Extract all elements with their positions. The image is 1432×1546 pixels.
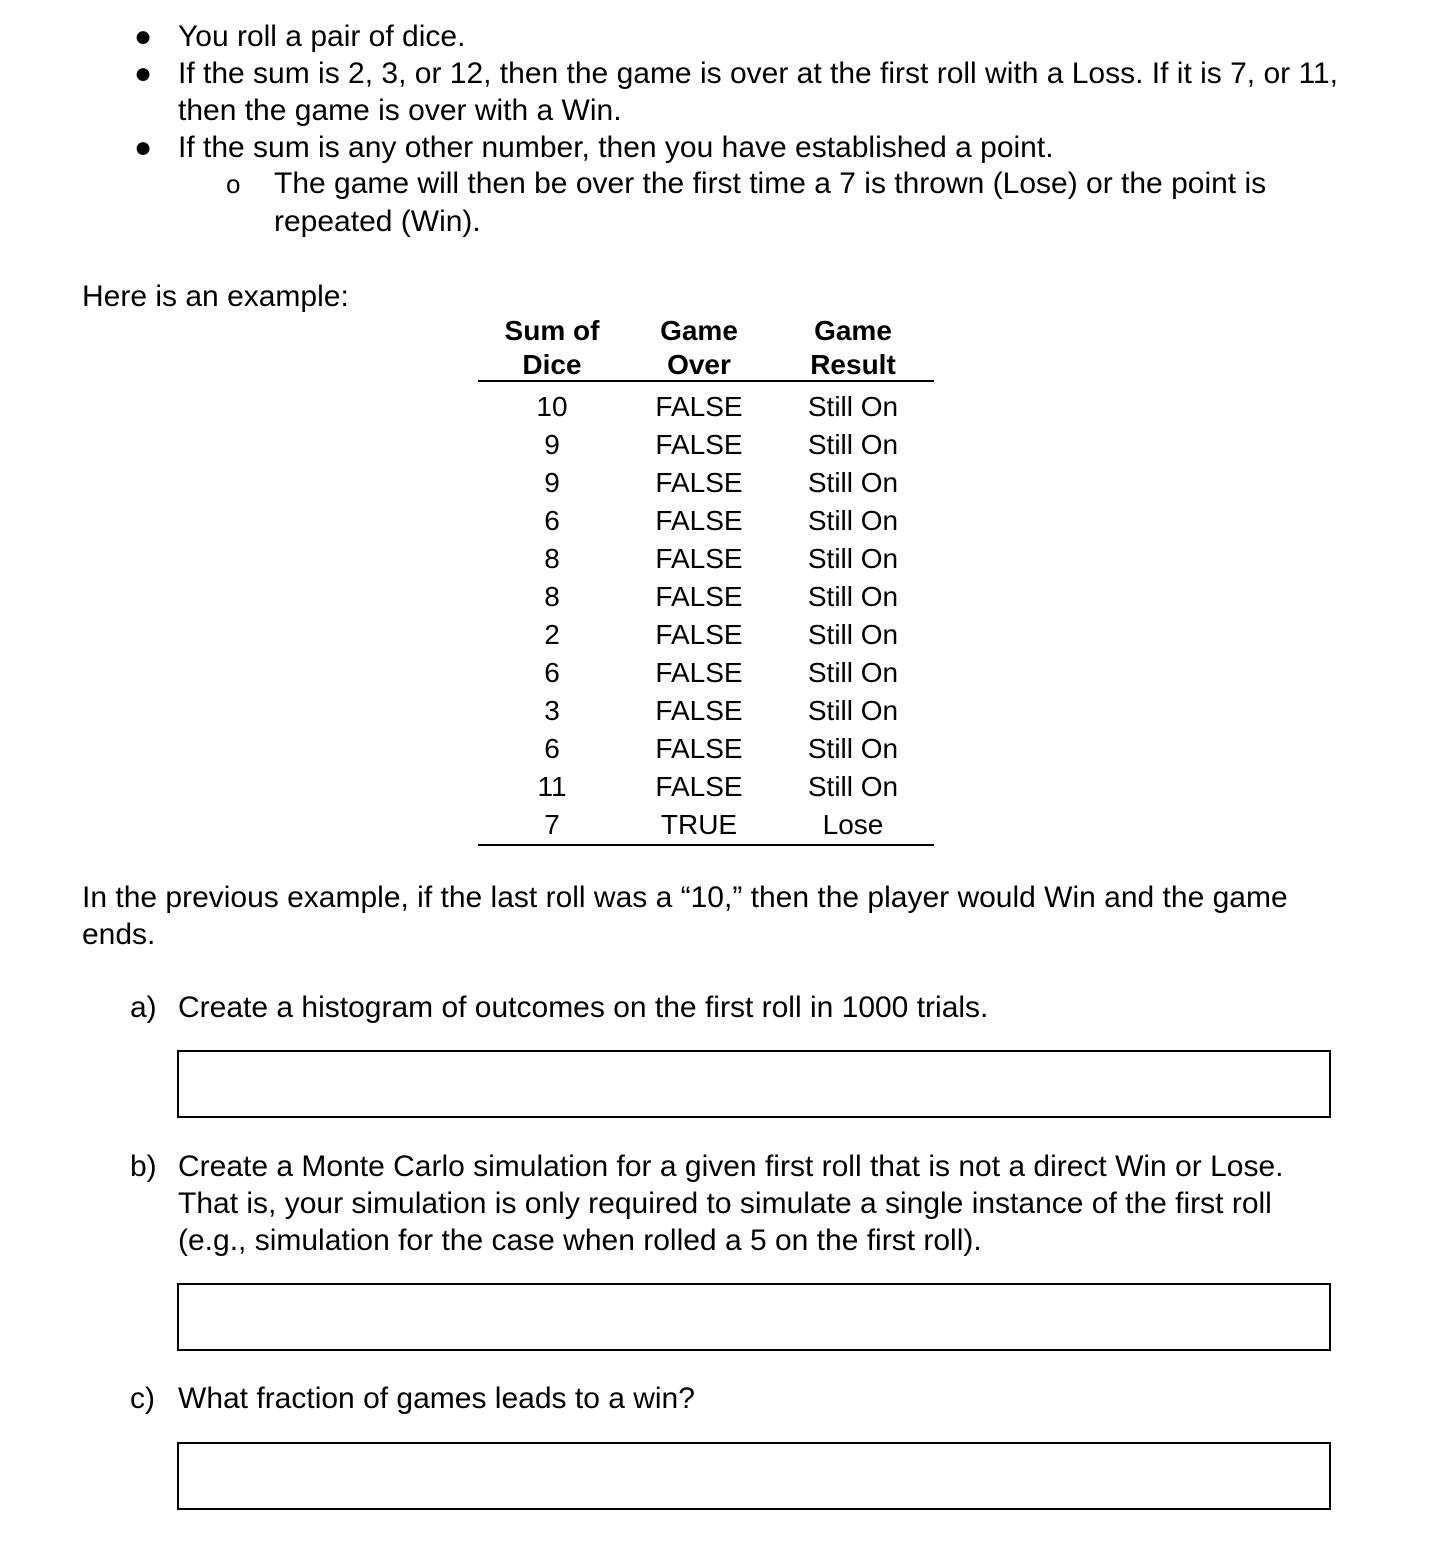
cell-sum: 9 [544, 467, 560, 498]
question-c-label: c) [130, 1382, 155, 1415]
table-row [478, 616, 934, 654]
header-game-over [626, 314, 772, 382]
cell-game-over: FALSE [655, 429, 743, 460]
table-row [478, 768, 934, 806]
cell-sum: 7 [544, 809, 560, 840]
cell-game-result: Still On [807, 505, 899, 536]
question-a-text: Create a histogram of outcomes on the first roll in 1000 trials. [178, 991, 989, 1024]
cell-game-result: Lose [822, 809, 884, 840]
cell-game-over: FALSE [655, 505, 743, 536]
cell-game-result: Still On [807, 657, 899, 688]
table-row [478, 426, 934, 464]
cell-game-over: FALSE [655, 695, 743, 726]
cell-sum: 6 [544, 657, 560, 688]
cell-sum: 2 [544, 619, 560, 650]
example-intro: Here is an example: [82, 280, 349, 313]
header-sum-of-dice [478, 314, 626, 382]
example-table [478, 314, 934, 846]
table-row [478, 654, 934, 692]
cell-game-result: Still On [807, 429, 899, 460]
header-game-result [772, 314, 934, 382]
header-line: Over [667, 349, 731, 380]
table-row [478, 388, 934, 426]
header-line: Result [810, 349, 896, 380]
followup-paragraph: In the previous example, if the last roll was a “10,” then the player would Win and the game ends. [82, 881, 1288, 951]
bullet-item-2: If the sum is 2, 3, or 12, then the game is over at the first roll with a Loss. If it is 7, or 11, then the game is over with a Win. [178, 57, 1338, 127]
cell-sum: 6 [544, 505, 560, 536]
cell-game-over: FALSE [655, 619, 743, 650]
header-line: Game [814, 315, 892, 346]
cell-game-result: Still On [807, 467, 899, 498]
table-row [478, 464, 934, 502]
cell-game-over: FALSE [655, 657, 743, 688]
bullet-item-3: If the sum is any other number, then you have established a point. [178, 131, 1054, 164]
cell-sum: 11 [537, 771, 567, 802]
cell-game-result: Still On [807, 771, 899, 802]
cell-game-over: FALSE [655, 543, 743, 574]
cell-sum: 8 [544, 543, 560, 574]
cell-sum: 10 [536, 391, 568, 422]
cell-sum: 6 [544, 733, 560, 764]
cell-game-over: FALSE [655, 467, 743, 498]
cell-sum: 3 [544, 695, 560, 726]
table-row [478, 806, 934, 844]
cell-game-over: FALSE [655, 771, 743, 802]
answer-box-c[interactable] [177, 1442, 1331, 1510]
cell-game-result: Still On [807, 391, 899, 422]
bullet-icon: ● [134, 57, 153, 90]
table-row [478, 578, 934, 616]
bullet-item-1: You roll a pair of dice. [178, 20, 466, 53]
bullet-icon: ● [134, 20, 153, 53]
table-body [478, 382, 934, 846]
header-line: Dice [522, 349, 582, 380]
cell-game-result: Still On [807, 695, 899, 726]
table-header [478, 314, 934, 382]
table-row [478, 692, 934, 730]
answer-box-b[interactable] [177, 1283, 1331, 1351]
table-row [478, 502, 934, 540]
cell-sum: 8 [544, 581, 560, 612]
question-b-label: b) [130, 1150, 157, 1183]
cell-game-over: FALSE [655, 391, 743, 422]
cell-game-over: TRUE [660, 809, 738, 840]
cell-game-result: Still On [807, 733, 899, 764]
table-row [478, 730, 934, 768]
table-row [478, 540, 934, 578]
answer-box-a[interactable] [177, 1050, 1331, 1118]
cell-game-result: Still On [807, 543, 899, 574]
sub-bullet-item: The game will then be over the first time a 7 is thrown (Lose) or the point is repeated (Win). [274, 167, 1267, 238]
cell-game-result: Still On [807, 581, 899, 612]
bullet-icon: ● [134, 131, 153, 164]
sub-bullet-icon: o [226, 169, 241, 199]
question-a-label: a) [130, 991, 157, 1024]
cell-game-over: FALSE [655, 581, 743, 612]
header-line: Sum of [504, 315, 600, 346]
cell-game-result: Still On [807, 619, 899, 650]
question-c-text: What fraction of games leads to a win? [178, 1382, 695, 1415]
cell-game-over: FALSE [655, 733, 743, 764]
question-b-text: Create a Monte Carlo simulation for a given first roll that is not a direct Win or Lose. That is, your simulation is only required to simulate a single instance of the first roll (e.g., simulation for the case when rolled a 5 on the first roll). [178, 1150, 1284, 1257]
header-line: Game [660, 315, 738, 346]
cell-sum: 9 [544, 429, 560, 460]
